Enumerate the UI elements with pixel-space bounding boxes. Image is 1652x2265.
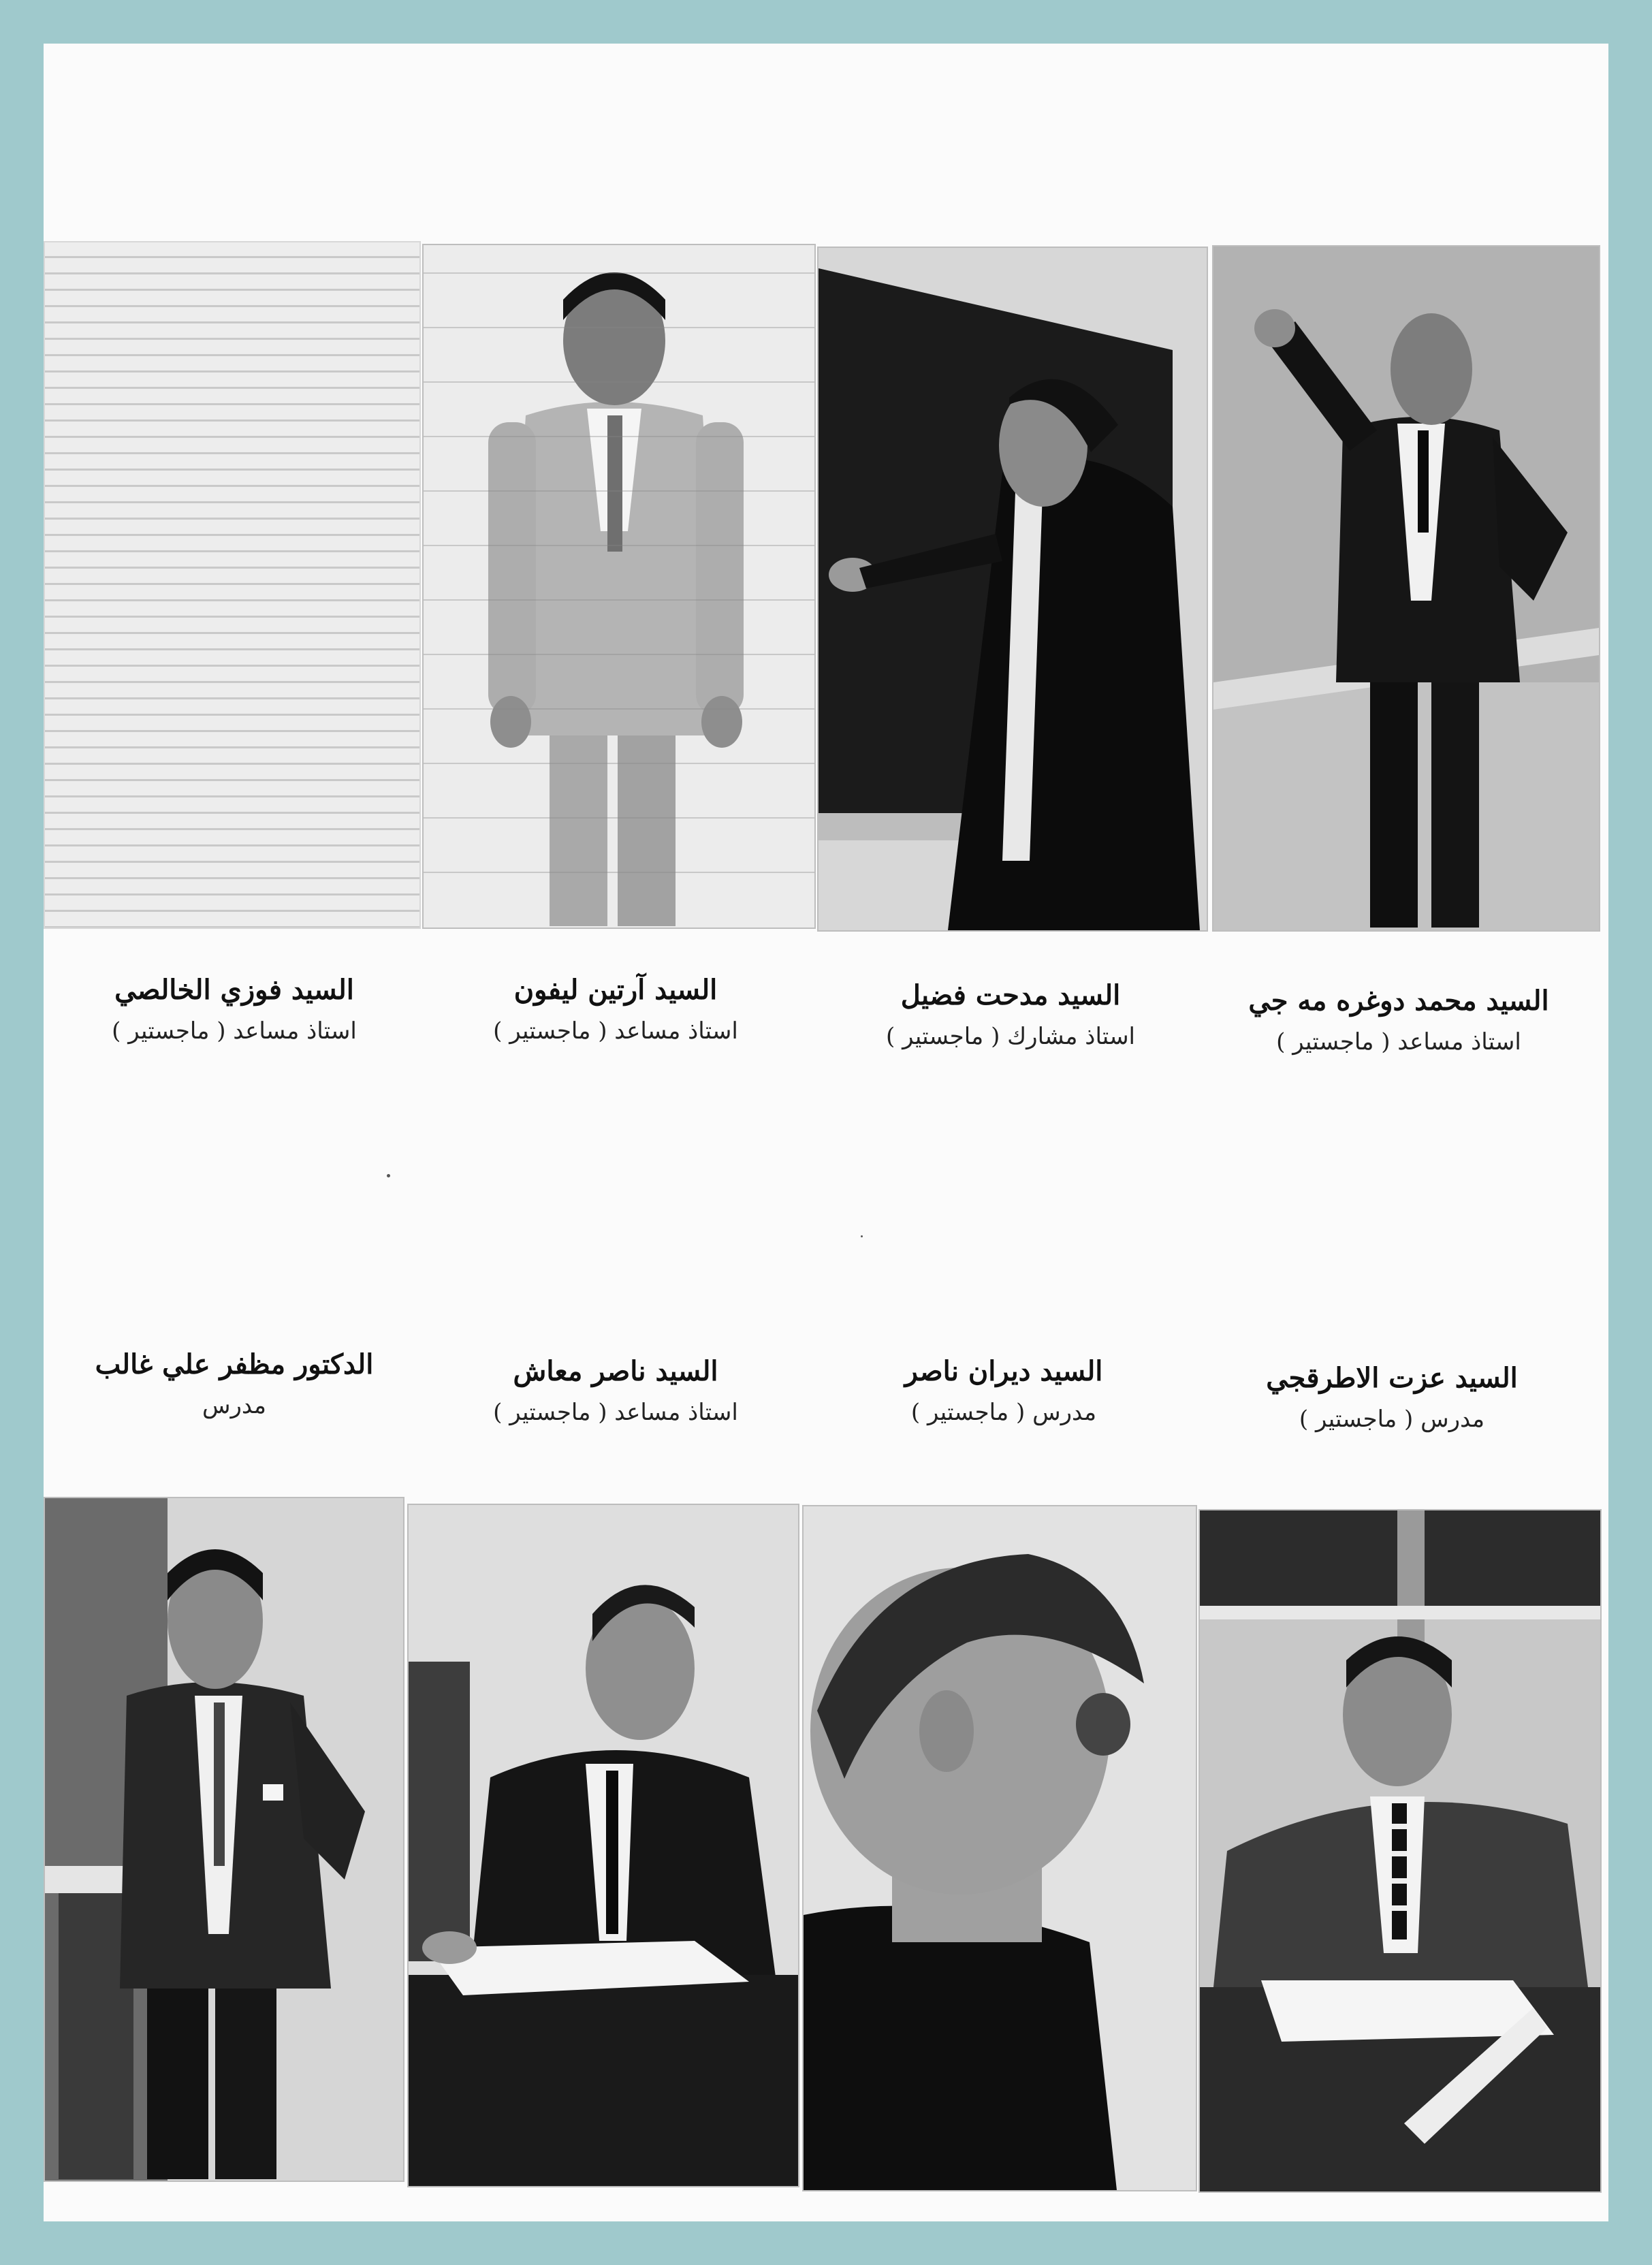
caption-fawzi-al-khalisi: [57, 970, 411, 1051]
caption-nasir-maash: [439, 1351, 793, 1433]
portrait-photo-muzaffar-ali-ghalib: [44, 1497, 404, 2182]
portrait-photo-midhat-fadhil: [817, 247, 1208, 932]
staff-title: استاذ مساعد ( ماجستير ): [493, 1399, 738, 1426]
staff-name: السيد محمد دوغره مه جي: [1248, 985, 1549, 1017]
caption-diran-nasir: [827, 1351, 1181, 1433]
portrait-photo-nasir-maash: [407, 1504, 799, 2187]
caption-izzat-al-atraqchi: [1215, 1358, 1569, 1440]
staff-name: السيد فوزي الخالصي: [114, 974, 354, 1006]
staff-name: السيد ديران ناصر: [904, 1355, 1103, 1387]
staff-name: السيد آرتين ليفون: [513, 974, 718, 1006]
yearbook-page: [44, 44, 1608, 2221]
portrait-photo-diran-nasir: [802, 1505, 1197, 2191]
portrait-photo-izzat-al-atraqchi: [1198, 1509, 1602, 2193]
staff-title: استاذ مساعد ( ماجستير ): [112, 1017, 357, 1045]
caption-muzaffar-ali-ghalib: [57, 1344, 411, 1426]
staff-title: مدرس ( ماجستير ): [1299, 1406, 1485, 1433]
caption-midhat-fadhil: [833, 975, 1188, 1057]
caption-artin-levon: [439, 970, 793, 1051]
caption-muhammad-doghramachi: [1222, 981, 1576, 1062]
staff-title: مدرس: [202, 1392, 266, 1419]
portrait-photo-fawzi-al-khalisi: [44, 241, 421, 929]
staff-name: السيد عزت الاطرقجي: [1266, 1362, 1518, 1394]
portrait-photo-muhammad-doghramachi: [1212, 245, 1600, 932]
print-speck: [861, 1235, 863, 1237]
print-speck: [387, 1174, 390, 1177]
staff-title: استاذ مشارك ( ماجستير ): [886, 1023, 1135, 1050]
staff-name: السيد مدحت فضيل: [900, 979, 1121, 1011]
staff-name: السيد ناصر معاش: [513, 1355, 718, 1387]
staff-title: مدرس ( ماجستير ): [910, 1399, 1097, 1426]
staff-title: استاذ مساعد ( ماجستير ): [1276, 1028, 1521, 1056]
staff-name: الدكتور مظفر علي غالب: [95, 1348, 374, 1380]
staff-title: استاذ مساعد ( ماجستير ): [493, 1017, 738, 1045]
portrait-photo-artin-levon: [422, 244, 816, 929]
